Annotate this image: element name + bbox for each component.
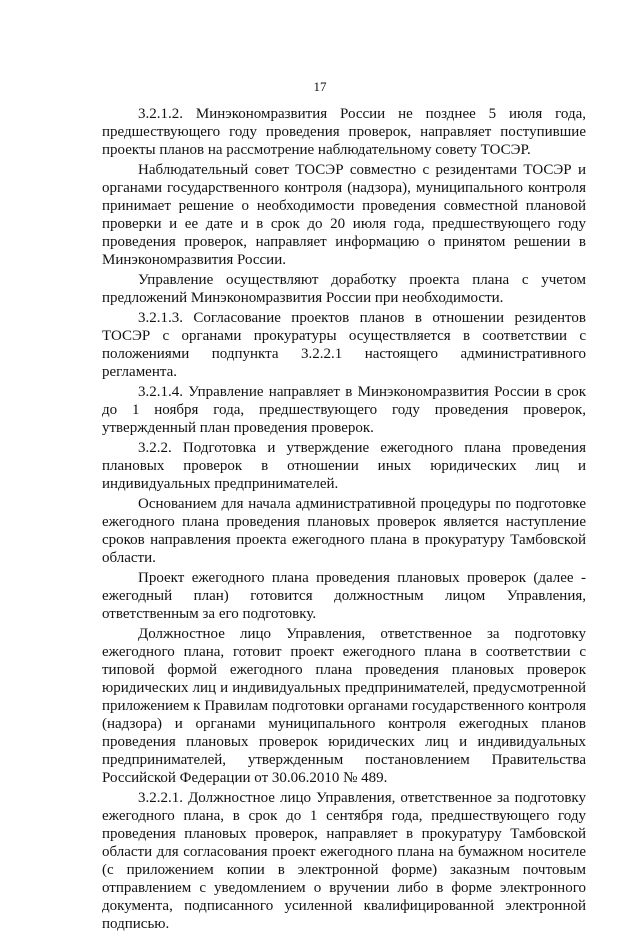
paragraph-3-2-2-1: 3.2.2.1. Должностное лицо Управления, ответственное за подготовку ежегодного плана, в срок до 1 сентября года, предшествующего году проведения плановых проверок, направляет в прокуратуру Тамбовской области для согласования проект ежегодного плана на бумажном носителе (с приложением копии в электронной форме) заказным почтовым отправлением с уведомлением о вручении либо в форме электронного документа, подписанного усиленной квалифицированной электронной подписью. [102,790,586,932]
paragraph-supervisory-board: Наблюдательный совет ТОСЭР совместно с резидентами ТОСЭР и органами государственного контроля (надзора), муниципального контроля принимает решение о необходимости проведения совместной плановой проверки и ее дате и в срок до 20 июля года, предшествующего году проведения проверок, направляет информацию о принятом решении в Минэкономразвития России. [102,162,586,268]
page-number: 17 [313,79,327,94]
document-body [102,105,586,935]
paragraph-official-prepares: Должностное лицо Управления, ответственное за подготовку ежегодного плана, готовит проект ежегодного плана в соответствии с типовой формой ежегодного плана проведения плановых проверок юридических лиц и индивидуальных предпринимателей, предусмотренной приложением к Правилам подготовки органами государственного контроля (надзора) и органами муниципального контроля ежегодных планов проведения плановых проверок юридических лиц и индивидуальных предпринимателей, утвержденным постановлением Правительства Российской Федерации от 30.06.2010 № 489. [102,626,586,786]
paragraph-plan-revision: Управление осуществляют доработку проекта плана с учетом предложений Минэкономразвития России при необходимости. [102,272,586,306]
paragraph-3-2-1-4: 3.2.1.4. Управление направляет в Минэкономразвития России в срок до 1 ноября года, предшествующего году проведения проверок, утвержденный план проведения проверок. [102,384,586,436]
paragraph-plan-draft: Проект ежегодного плана проведения плановых проверок (далее - ежегодный план) готовится должностным лицом Управления, ответственным за его подготовку. [102,570,586,622]
paragraph-3-2-1-3: 3.2.1.3. Согласование проектов планов в отношении резидентов ТОСЭР с органами прокуратуры осуществляется в соответствии с положениями подпункта 3.2.2.1 настоящего административного регламента. [102,310,586,380]
paragraph-3-2-2: 3.2.2. Подготовка и утверждение ежегодного плана проведения плановых проверок в отношении иных юридических лиц и индивидуальных предпринимателей. [102,440,586,492]
paragraph-3-2-1-2: 3.2.1.2. Минэкономразвития России не позднее 5 июля года, предшествующего году проведения проверок, направляет поступившие проекты планов на рассмотрение наблюдательному совету ТОСЭР. [102,106,586,158]
paragraph-procedure-basis: Основанием для начала административной процедуры по подготовке ежегодного плана проведения плановых проверок является наступление сроков направления проекта ежегодного плана в прокуратуру Тамбовской области. [102,496,586,566]
